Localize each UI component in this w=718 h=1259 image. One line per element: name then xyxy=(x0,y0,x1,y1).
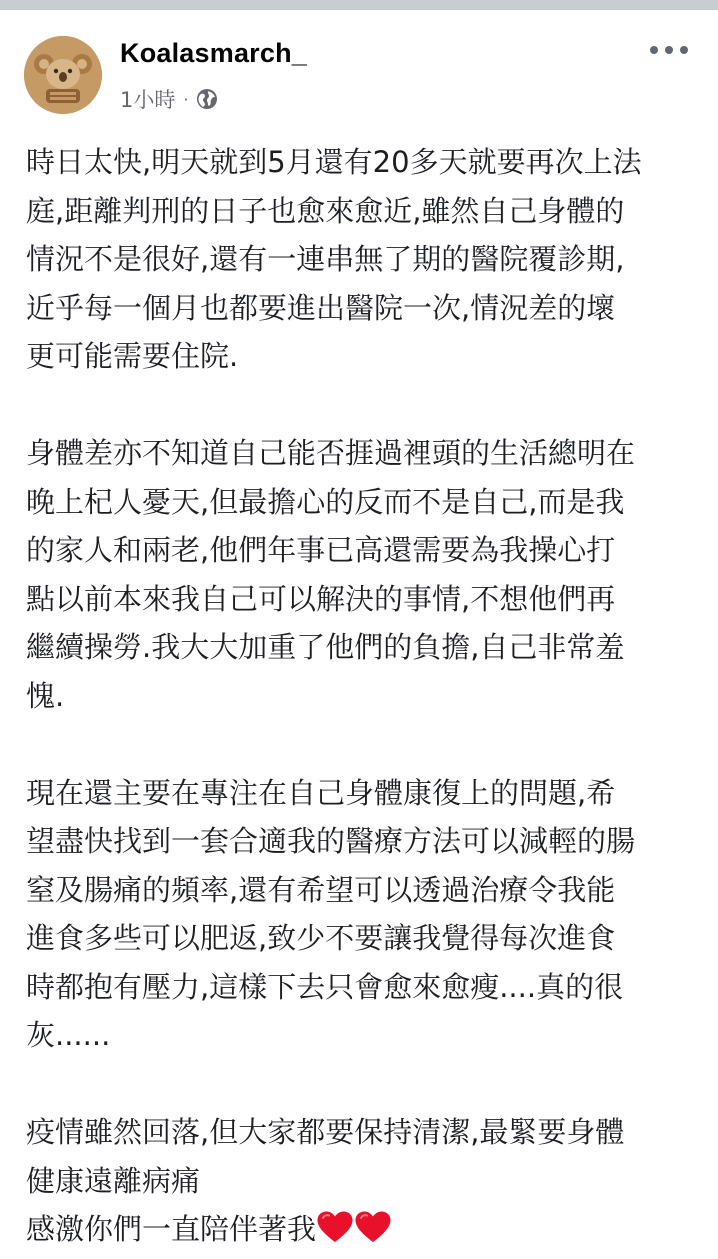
dot xyxy=(650,46,658,54)
post-body xyxy=(26,138,696,1259)
globe-icon[interactable] xyxy=(196,88,218,110)
koala-avatar-icon xyxy=(24,36,102,114)
post-paragraph xyxy=(26,1108,696,1259)
feed-divider xyxy=(0,0,718,10)
meta-separator: · xyxy=(183,89,189,109)
post-paragraph: 現在還主要在專注在自己身體康復上的問題,希 望盡快找到一套合適我的醫療方法可以減輕的腸 窒及腸痛的頻率,還有希望可以透過治療令我能 進食多些可以肥返,致少不要讓我覺得每次進食 時都抱有壓力,這樣下去只會愈來愈瘦....真的很 灰...... xyxy=(26,775,636,1052)
post-paragraph: 身體差亦不知道自己能否捱過裡頭的生活總明在 晚上杞人憂天,但最擔心的反而不是自己,而是我 的家人和兩老,他們年事已高還需要為我操心打 點以前本來我自己可以解決的事情,不想他們再 繼續操勞.我大大加重了他們的負擔,自己非常羞 愧. xyxy=(26,436,636,713)
post-meta xyxy=(120,84,218,114)
dot xyxy=(680,46,688,54)
post-timestamp[interactable]: 1小時 xyxy=(120,88,176,112)
post-paragraph-text: 疫情雖然回落,但大家都要保持清潔,最緊要身體 健康遠離病痛 xyxy=(26,1115,625,1198)
closing-line: 感激你們一直陪伴著我 xyxy=(26,1212,317,1246)
author-name[interactable]: Koalasmarch_ xyxy=(120,38,307,68)
red-heart-icon xyxy=(316,1210,354,1259)
more-dots-icon[interactable] xyxy=(650,40,688,60)
post-card xyxy=(0,10,718,1246)
post-paragraph: 時日太快,明天就到5月還有20多天就要再次上法 庭,距離判刑的日子也愈來愈近,雖然自己身體的 情況不是很好,還有一連串無了期的醫院覆診期, 近乎每一個月也都要進出醫院一次,情況差的壞 更可能需要住院. xyxy=(26,145,642,373)
avatar[interactable] xyxy=(24,36,102,114)
red-heart-icon xyxy=(354,1210,392,1259)
dot xyxy=(665,46,673,54)
